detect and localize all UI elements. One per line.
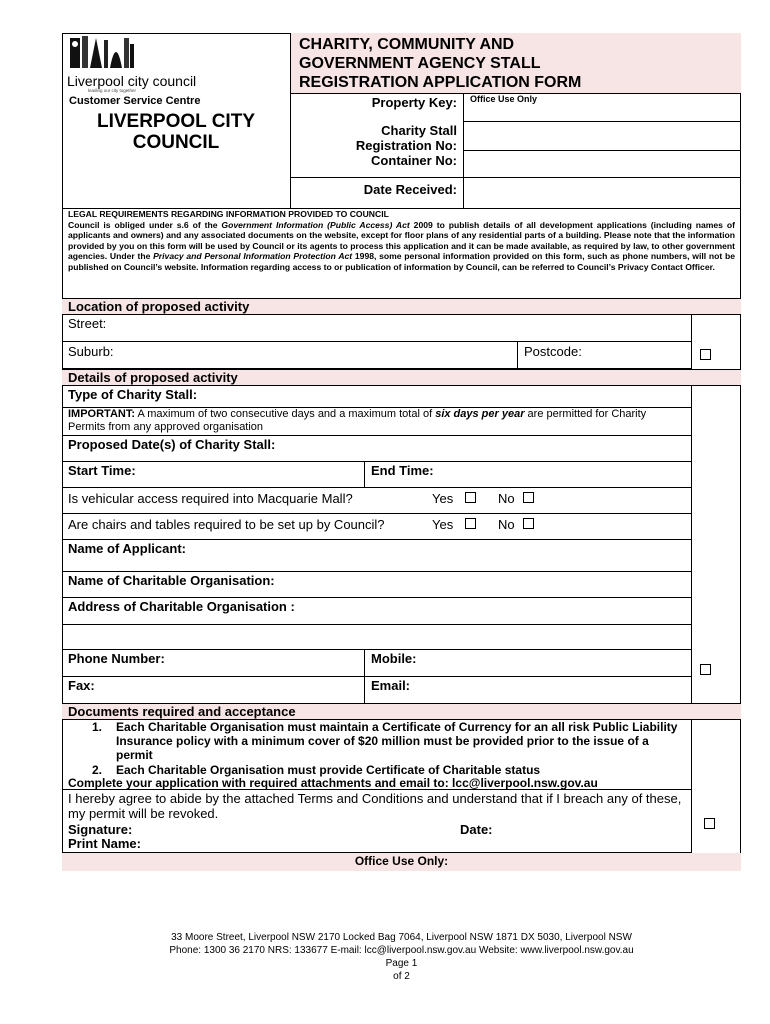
office-grid-line4 bbox=[290, 177, 463, 178]
vehicular-yes-label: Yes bbox=[432, 491, 454, 506]
legal-paragraph: Council is obliged under s.6 of the Government Information (Public Access) Act 2009 to publish details of all development applications (including names of applicants and owners) and any associated documents on the website, except for floor plans of any residential parts of a building. Please note that the information provided by you on this form will be used by Council or its agents to process this application and it can be made available, as required by law, to other government agencies. Under the Privacy and Personal Information Protection Act 1998, some personal information provided on this form, such as phone numbers, will not be published on Council’s website. Information regarding access to or publication of information by Council, can be referred to Council’s Privacy Contact Officer. bbox=[68, 219, 735, 272]
vehicular-question: Is vehicular access required into Macquarie Mall? bbox=[68, 491, 353, 506]
chairs-no-checkbox[interactable] bbox=[523, 518, 534, 529]
start-time-field[interactable] bbox=[62, 462, 365, 488]
form-title-line2: GOVERNMENT AGENCY STALL bbox=[299, 55, 541, 72]
chairs-no-label: No bbox=[498, 517, 515, 532]
postcode-field[interactable] bbox=[518, 342, 692, 369]
office-use-footer-bar bbox=[62, 853, 741, 871]
org-address-field[interactable] bbox=[62, 598, 692, 625]
applicant-name-field[interactable] bbox=[62, 540, 692, 572]
office-grid-line2 bbox=[463, 150, 741, 151]
org-address-label: Address of Charitable Organisation : bbox=[68, 599, 295, 614]
vehicular-no-checkbox[interactable] bbox=[523, 492, 534, 503]
complete-application-text: Complete your application with required attachments and email to: lcc@liverpool.nsw.gov.au bbox=[68, 776, 598, 790]
office-use-footer-label: Office Use Only: bbox=[354, 854, 449, 868]
details-section-header bbox=[62, 369, 741, 386]
agreement-text: I hereby agree to abide by the attached Terms and Conditions and understand that if I breach any of these, my permit will be revoked. bbox=[68, 791, 682, 821]
council-logo bbox=[68, 36, 138, 76]
important-note: IMPORTANT: A maximum of two consecutive days and a maximum total of six days per year are permitted for Charity Permits from any approved organisation bbox=[68, 408, 647, 433]
end-time-label: End Time: bbox=[371, 463, 434, 478]
fax-label: Fax: bbox=[68, 678, 95, 693]
suburb-row[interactable] bbox=[62, 342, 518, 369]
suburb-label: Suburb: bbox=[68, 344, 114, 359]
registration-no-text: Registration No: bbox=[355, 138, 457, 153]
vehicular-yes-checkbox[interactable] bbox=[465, 492, 476, 503]
phone-label: Phone Number: bbox=[68, 651, 165, 666]
acceptance-checkbox[interactable] bbox=[704, 818, 715, 829]
container-no-text: Container No: bbox=[371, 153, 457, 168]
office-grid-line3 bbox=[463, 177, 741, 178]
footer-page-number: Page 1 bbox=[385, 958, 418, 969]
details-checkbox[interactable] bbox=[700, 664, 711, 675]
mobile-label: Mobile: bbox=[371, 651, 417, 666]
print-name-label[interactable]: Print Name: bbox=[68, 836, 141, 851]
org-name-field[interactable] bbox=[62, 572, 692, 598]
details-heading: Details of proposed activity bbox=[68, 370, 238, 385]
start-time-label: Start Time: bbox=[68, 463, 136, 478]
council-name-line2: COUNCIL bbox=[132, 132, 220, 153]
page-footer bbox=[62, 931, 741, 983]
date-label[interactable]: Date: bbox=[460, 822, 493, 837]
customer-service-label: Customer Service Centre bbox=[69, 95, 201, 107]
street-row[interactable] bbox=[62, 315, 692, 342]
legal-requirements bbox=[68, 209, 735, 273]
office-use-only-label: Office Use Only bbox=[470, 94, 538, 104]
chairs-yes-checkbox[interactable] bbox=[465, 518, 476, 529]
location-heading: Location of proposed activity bbox=[68, 299, 250, 314]
footer-contact: Phone: 1300 36 2170 NRS: 133677 E-mail: lcc@liverpool.nsw.gov.au Website: www.liverpool.nsw.gov.au bbox=[169, 945, 634, 956]
applicant-name-label: Name of Applicant: bbox=[68, 541, 186, 556]
vehicular-no-label: No bbox=[498, 491, 515, 506]
chairs-question: Are chairs and tables required to be set up by Council? bbox=[68, 517, 385, 532]
email-label: Email: bbox=[371, 678, 411, 693]
footer-address: 33 Moore Street, Liverpool NSW 2170 Locked Bag 7064, Liverpool NSW 1871 DX 5030, Liverpool NSW bbox=[171, 932, 632, 943]
chairs-tables-row bbox=[62, 514, 692, 540]
doc-item2-num: 2. bbox=[92, 763, 103, 777]
documents-section-header bbox=[62, 703, 741, 720]
date-received-label: Date Received: bbox=[363, 182, 457, 197]
type-of-stall-label: Type of Charity Stall: bbox=[68, 387, 198, 402]
form-title-block bbox=[290, 33, 741, 93]
mobile-field[interactable] bbox=[365, 650, 692, 677]
logo-wordmark: Liverpool city council bbox=[67, 73, 197, 89]
signature-label[interactable]: Signature: bbox=[68, 822, 133, 837]
email-field[interactable] bbox=[365, 677, 692, 703]
proposed-dates-label: Proposed Date(s) of Charity Stall: bbox=[68, 437, 276, 452]
end-time-field[interactable] bbox=[365, 462, 692, 488]
type-of-stall-row[interactable] bbox=[62, 386, 692, 408]
footer-page-total: of 2 bbox=[393, 971, 410, 982]
form-title-line1: CHARITY, COMMUNITY AND bbox=[299, 36, 515, 53]
org-name-label: Name of Charitable Organisation: bbox=[68, 573, 275, 588]
doc-item1-num: 1. bbox=[92, 720, 103, 734]
logo-tagline: leading our city together bbox=[88, 88, 137, 93]
charity-stall-text: Charity Stall bbox=[381, 123, 457, 138]
legal-heading: LEGAL REQUIREMENTS REGARDING INFORMATION PROVIDED TO COUNCIL bbox=[68, 209, 389, 219]
logo-graphic-icon bbox=[68, 36, 138, 76]
charity-stall-label bbox=[290, 123, 457, 168]
property-key-label: Property Key: bbox=[371, 95, 457, 110]
proposed-dates-row[interactable] bbox=[62, 435, 692, 462]
documents-heading: Documents required and acceptance bbox=[68, 704, 296, 719]
office-grid-line1 bbox=[463, 121, 741, 122]
street-label: Street: bbox=[68, 316, 107, 331]
location-section-header bbox=[62, 298, 741, 315]
doc-item1-text: Each Charitable Organisation must maintain a Certificate of Currency for an all risk Public Liability Insurance policy with a minimum cover of $20 million must be provided prior to the issue of a permit bbox=[116, 720, 678, 762]
org-address-line2[interactable] bbox=[62, 625, 692, 650]
form-title-line3: REGISTRATION APPLICATION FORM bbox=[299, 74, 582, 91]
doc-item2-text: Each Charitable Organisation must provide Certificate of Charitable status bbox=[116, 763, 541, 777]
fax-field[interactable] bbox=[62, 677, 365, 703]
council-name-line1: LIVERPOOL CITY bbox=[96, 111, 255, 132]
vehicular-access-row bbox=[62, 488, 692, 514]
postcode-label: Postcode: bbox=[524, 344, 582, 359]
location-checkbox[interactable] bbox=[700, 349, 711, 360]
chairs-yes-label: Yes bbox=[432, 517, 454, 532]
phone-field[interactable] bbox=[62, 650, 365, 677]
